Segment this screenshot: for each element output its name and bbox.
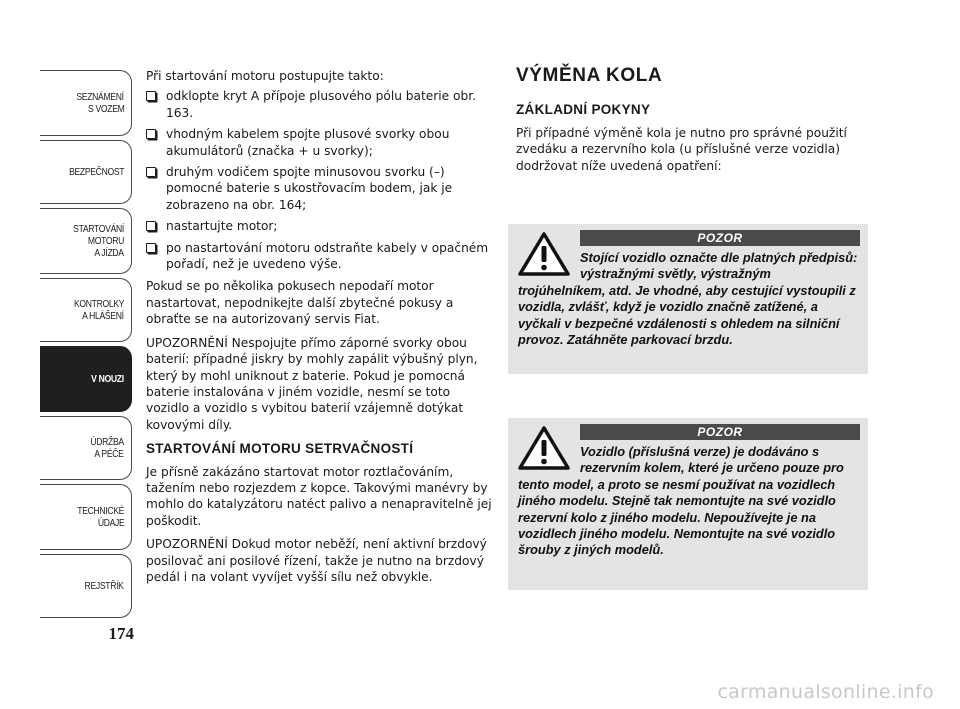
warning-text: Stojící vozidlo označte dle platných předpisů: výstražnými světly, výstražným trojúhelníkem, atd. Je vhodné, aby cestující vystoupili z vozidla, zvlášť, když je vozidlo značně zatížené, a vyčkali v bezpečné vzdálenosti s ohledem na silniční provoz. Zatáhněte parkovací brzdu. bbox=[518, 250, 858, 348]
tab-kontrolky-a-hlaseni[interactable]: KONTROLKY A HLÁŠENÍ bbox=[40, 278, 132, 342]
list-item: odklopte kryt A přípoje plusového pólu baterie obr. 163. bbox=[146, 88, 496, 121]
warning-label: POZOR bbox=[580, 230, 860, 246]
warning-box bbox=[508, 418, 868, 590]
section-heading-basic-instructions: ZÁKLADNÍ POKYNY bbox=[516, 102, 651, 118]
page-number: 174 bbox=[108, 624, 134, 643]
paragraph-warning-servo: UPOZORNĚNÍ Dokud motor neběží, není aktivní brzdový posilovač ani posilové řízení, takže je nutno na brzdový pedál i na volant vyvíjet vyšší sílu než obvykle. bbox=[146, 537, 487, 584]
paragraph-push-start-forbidden: Je přísně zakázáno startovat motor roztlačováním, tažením nebo rozjezdem z kopce. Takovými manévry by mohlo do katalyzátoru natéct palivo a nenapravitelně jej poškodit. bbox=[146, 464, 492, 528]
warning-text: Vozidlo (příslušná verze) je dodáváno s rezervním kolem, které je určeno pouze pro tento model, a proto se nesmí používat na vozidlech jiného modelu. Stejně tak nemontujte na své vozidlo rezervní kolo z jiného modelu. Nepoužívejte je na vozidlech jiného modelu. Nemontujte na své vozidlo šrouby z jiných modelů. bbox=[518, 444, 844, 558]
warning-triangle-icon bbox=[518, 426, 570, 470]
tab-startovani-motoru-a-jizda[interactable]: STARTOVÁNÍ MOTORU A JÍZDA bbox=[40, 208, 132, 274]
list-item: nastartujte motor; bbox=[146, 218, 496, 234]
watermark: carmanualsonline.info bbox=[717, 681, 934, 703]
procedure-steps bbox=[146, 88, 496, 272]
section-heading-inertia-start: STARTOVÁNÍ MOTORU SETRVAČNOSTÍ bbox=[146, 441, 414, 457]
tab-seznameni-s-vozem[interactable]: SEZNÁMENÍ S VOZEM bbox=[40, 70, 132, 136]
right-column bbox=[516, 65, 868, 174]
tab-udrzba-a-pece[interactable]: ÚDRŽBA A PÉČE bbox=[40, 416, 132, 480]
tab-technicke-udaje[interactable]: TECHNICKÉ ÚDAJE bbox=[40, 484, 132, 550]
paragraph-warning-terminals: UPOZORNĚNÍ Nespojujte přímo záporné svorky obou baterií: případné jiskry by mohly zapálit výbušný plyn, který by mohl uniknout z baterie. Pokud je pomocná baterie instalována v jiném vozidle, nesmí se toto vozidlo a vozidlo s vybitou baterií vzájemně dotýkat kovovými díly. bbox=[146, 335, 478, 432]
warning-label: POZOR bbox=[580, 424, 860, 440]
tab-bezpecnost[interactable]: BEZPEČNOST bbox=[40, 140, 132, 204]
list-item: druhým vodičem spojte minusovou svorku (–) pomocné baterie s ukostřovacím bodem, jak je zobrazeno na obr. 164; bbox=[146, 164, 496, 213]
paragraph-failed-start: Pokud se po několika pokusech nepodaří motor nastartovat, nepodnikejte další zbytečné pokusy a obraťte se na autorizovaný servis Fiat. bbox=[146, 279, 454, 327]
warning-triangle-icon bbox=[518, 232, 570, 276]
left-column bbox=[146, 68, 496, 592]
warning-box bbox=[508, 224, 868, 374]
tab-v-nouzi[interactable]: V NOUZI bbox=[40, 346, 132, 412]
page-title: VÝMĚNA KOLA bbox=[516, 65, 663, 86]
procedure-intro: Při startování motoru postupujte takto: bbox=[146, 69, 384, 83]
list-item: po nastartování motoru odstraňte kabely v opačném pořadí, než je uvedeno výše. bbox=[146, 240, 496, 273]
paragraph-wheel-change-intro: Při případné výměně kola je nutno pro správné použití zvedáku a rezervního kola (u příslušné verze vozidla) dodržovat níže uvedená opatření: bbox=[516, 125, 847, 173]
tab-rejstrik[interactable]: REJSTŘÍK bbox=[40, 554, 132, 618]
list-item: vhodným kabelem spojte plusové svorky obou akumulátorů (značka + u svorky); bbox=[146, 126, 496, 159]
